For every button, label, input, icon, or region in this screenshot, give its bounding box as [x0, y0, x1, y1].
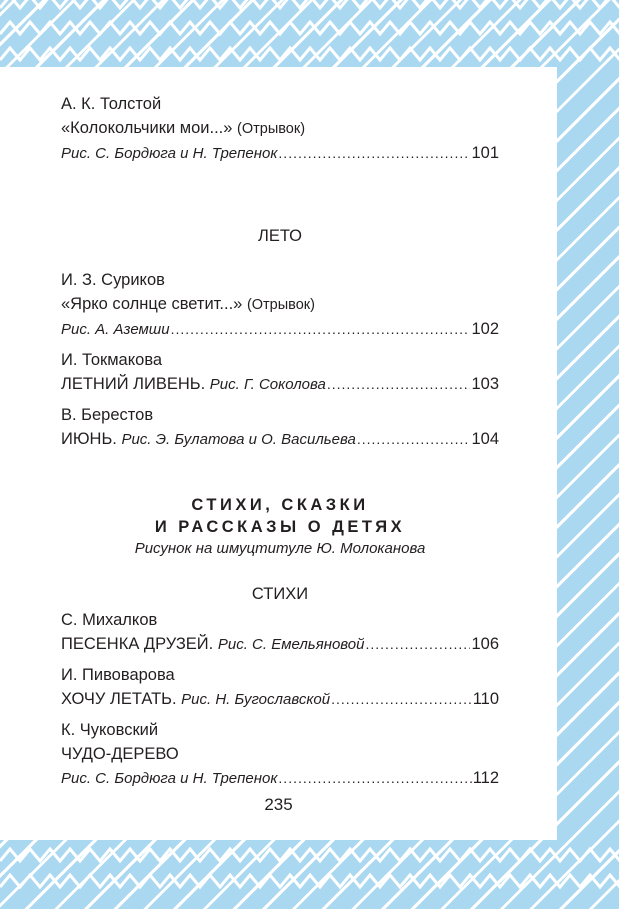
entry-illustrator: Рис. С. Бордюга и Н. Трепенок: [61, 145, 278, 162]
entry-title: ИЮНЬ.: [61, 430, 117, 448]
entry-leader-line: [61, 317, 499, 342]
entry-author: И. З. Суриков: [61, 271, 165, 289]
entry-author: С. Михалков: [61, 611, 158, 629]
entry-leader-line: [61, 766, 499, 791]
entry-illustrator: Рис. Н. Бугославской: [181, 691, 331, 708]
toc-entry[interactable]: [61, 268, 499, 342]
entry-title: ПЕСЕНКА ДРУЗЕЙ.: [61, 635, 214, 653]
entry-author: И. Пивоварова: [61, 666, 175, 684]
entry-leader-line: [61, 687, 499, 712]
entry-illustrator: Рис. Э. Булатова и О. Васильева: [121, 431, 356, 448]
entry-page-number: 106: [471, 635, 499, 653]
dot-leader: [327, 372, 471, 396]
section-heading: СТИХИ: [251, 585, 309, 603]
entry-title-line: [61, 116, 499, 141]
dot-leader: [278, 141, 470, 165]
entry-title: «Колокольчики мои...»: [61, 119, 233, 137]
entry-page-number: 103: [471, 375, 499, 393]
entry-page-number: 110: [472, 690, 499, 708]
toc-entry[interactable]: [61, 608, 499, 657]
entry-illustrator: Рис. С. Емельяновой: [217, 636, 365, 653]
toc-entry[interactable]: [61, 92, 499, 166]
page-number: 235: [264, 795, 293, 814]
bottom-zigzag-border: [0, 841, 619, 909]
entry-page-number: 104: [471, 430, 499, 448]
entry-illustrator: Рис. С. Бордюга и Н. Трепенок: [61, 770, 278, 787]
entry-note: (Отрывок): [237, 121, 306, 137]
entry-title: «Ярко солнце светит...»: [61, 295, 243, 313]
entry-illustrator: Рис. Г. Соколова: [209, 376, 326, 393]
dot-leader: [171, 317, 471, 341]
toc-entry[interactable]: [61, 403, 499, 452]
entry-title-line: [61, 292, 499, 317]
dot-leader: [278, 766, 471, 790]
table-of-contents: [61, 92, 499, 797]
dot-leader: [331, 687, 472, 711]
entry-page-number: 102: [471, 320, 499, 338]
toc-entry[interactable]: [61, 348, 499, 397]
entry-title: ЧУДО-ДЕРЕВО: [61, 745, 179, 763]
part-subtitle: Рисунок на шмуцтитуле Ю. Молоканова: [134, 540, 426, 557]
entry-author: И. Токмакова: [61, 351, 163, 369]
entry-leader-line: [61, 427, 499, 452]
entry-note: (Отрывок): [246, 297, 315, 313]
entry-author: В. Берестов: [61, 406, 154, 424]
dot-leader: [365, 632, 470, 656]
entry-leader-line: [61, 632, 499, 657]
entry-author: К. Чуковский: [61, 721, 159, 739]
dot-leader: [357, 427, 471, 451]
toc-entry[interactable]: [61, 718, 499, 791]
top-zigzag-border: [0, 0, 619, 66]
book-page: [0, 67, 557, 840]
toc-entry[interactable]: [61, 663, 499, 712]
entry-author: А. К. Толстой: [61, 95, 162, 113]
entry-leader-line: [61, 141, 499, 166]
entry-page-number: 112: [472, 769, 499, 787]
entry-illustrator: Рис. А. Аземши: [61, 321, 170, 338]
part-title-line-1: СТИХИ, СКАЗКИ: [191, 496, 369, 514]
entry-title: ЛЕТНИЙ ЛИВЕНЬ.: [61, 375, 206, 393]
entry-page-number: 101: [471, 144, 499, 162]
entry-title: ХОЧУ ЛЕТАТЬ.: [61, 690, 177, 708]
entry-leader-line: [61, 372, 499, 397]
part-title-line-2: И РАССКАЗЫ О ДЕТЯХ: [154, 518, 406, 536]
section-heading: ЛЕТО: [257, 227, 302, 245]
